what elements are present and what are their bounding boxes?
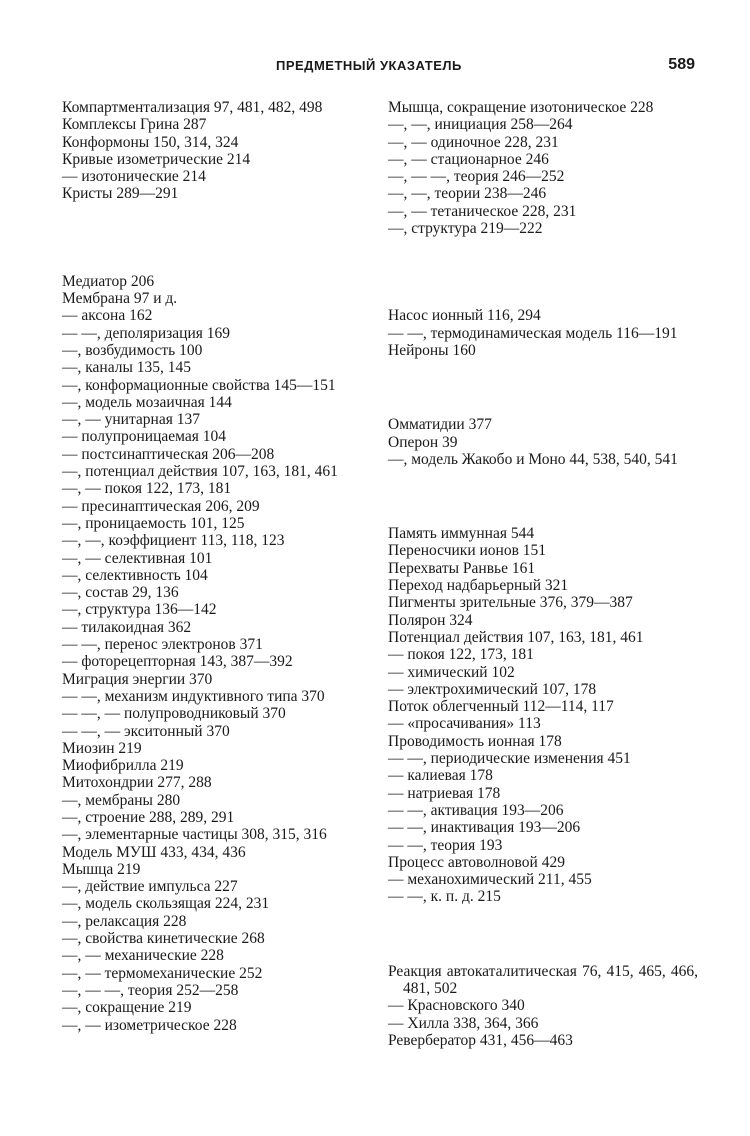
index-group-o	[388, 416, 698, 468]
index-entry: Полярон 324	[388, 611, 473, 629]
index-group-m	[62, 273, 366, 1034]
index-entry: Миозин 219	[62, 739, 142, 757]
index-entry: Потенциал действия 107, 163, 181, 461	[388, 628, 644, 646]
index-entry: —, конформационные свойства 145—151	[62, 376, 336, 394]
index-entry: Ревербератор 431, 456—463	[388, 1031, 573, 1049]
index-entry: —, строение 288, 289, 291	[62, 808, 235, 826]
index-entry: Мышца, сокращение изотоническое 228	[388, 99, 654, 116]
index-entry: —, — тетаническое 228, 231	[388, 202, 577, 220]
index-entry: —, модель скользящая 224, 231	[62, 895, 270, 913]
index-entry: Медиатор 206	[62, 272, 155, 290]
index-entry: —, модель мозаичная 144	[62, 393, 232, 411]
index-entry: — электрохимический 107, 178	[388, 680, 597, 698]
index-entry: —, свойства кинетические 268	[62, 930, 265, 948]
index-entry: Мембрана 97 и д.	[62, 290, 178, 308]
right-column	[388, 99, 698, 1049]
index-entry: —, структура 219—222	[388, 220, 543, 238]
index-entry: —, мембраны 280	[62, 791, 181, 809]
index-entry: Миграция энергии 370	[62, 670, 213, 688]
index-entry: —, — одиночное 228, 231	[388, 133, 559, 151]
index-entry: — тилакоидная 362	[62, 618, 192, 636]
index-entry: Компартментализация 97, 481, 482, 498	[62, 99, 323, 116]
index-entry: Память иммунная 544	[388, 525, 535, 543]
index-entry: —, модель Жакобо и Моно 44, 538, 540, 541	[388, 450, 678, 468]
index-entry: —, —, инициация 258—264	[388, 116, 573, 134]
index-entry: — изотонические 214	[62, 168, 206, 186]
index-entry: —, действие импульса 227	[62, 878, 238, 896]
index-entry: —, —, коэффициент 113, 118, 123	[62, 532, 285, 550]
index-entry: — —, механизм индуктивного типа 370	[62, 687, 325, 705]
index-entry: — постсинаптическая 206—208	[62, 445, 275, 463]
index-entry: —, релаксация 228	[62, 912, 187, 930]
page-number: 589	[668, 56, 695, 73]
index-group-r	[388, 963, 698, 1049]
index-entry: Мышца 219	[62, 860, 141, 878]
index-entry: — —, перенос электронов 371	[62, 636, 263, 654]
index-entry: Конформоны 150, 314, 324	[62, 133, 239, 151]
index-entry: —, — механические 228	[62, 947, 224, 965]
index-entry: — —, инактивация 193—206	[388, 819, 581, 837]
index-entry: —, — —, теория 246—252	[388, 168, 565, 186]
index-entry: Омматидии 377	[388, 416, 492, 434]
index-entry: —, состав 29, 136	[62, 584, 179, 602]
index-entry: —, — термомеханические 252	[62, 964, 263, 982]
index-entry: —, — покоя 122, 173, 181	[62, 480, 232, 498]
index-entry: Реакция автокаталитическая 76, 415, 465, 466, 481, 502	[388, 962, 698, 997]
index-entry: Миофибрилла 219	[62, 757, 184, 775]
index-entry: — Красновского 340	[388, 997, 525, 1015]
index-entry: — —, — экситонный 370	[62, 722, 230, 740]
index-group-p	[388, 525, 698, 906]
index-entry: — —, периодические изменения 451	[388, 750, 631, 768]
index-entry: — химический 102	[388, 663, 515, 681]
index-entry: Насос ионный 116, 294	[388, 307, 541, 325]
index-entry: Кривые изометрические 214	[62, 150, 251, 168]
index-entry: —, элементарные частицы 308, 315, 316	[62, 826, 327, 844]
page-header	[0, 56, 750, 80]
index-entry: — калиевая 178	[388, 767, 493, 785]
index-entry: Митохондрии 277, 288	[62, 774, 212, 792]
index-entry: — пресинаптическая 206, 209	[62, 497, 260, 515]
index-entry: —, возбудимость 100	[62, 341, 203, 359]
index-entry: — натриевая 178	[388, 784, 501, 802]
index-entry: — фоторецепторная 143, 387—392	[62, 653, 293, 671]
index-entry: — —, — полупроводниковый 370	[62, 705, 286, 723]
index-entry: Переход надбарьерный 321	[388, 577, 569, 595]
index-entry: Кристы 289—291	[62, 185, 179, 203]
index-entry: Поток облегченный 112—114, 117	[388, 698, 614, 716]
index-entry: —, сокращение 219	[62, 999, 192, 1017]
index-entry: —, —, теории 238—246	[388, 185, 547, 203]
index-entry: — —, активация 193—206	[388, 801, 564, 819]
index-entry: Проводимость ионная 178	[388, 732, 562, 750]
left-column	[62, 99, 366, 1034]
index-entry: —, потенциал действия 107, 163, 181, 461	[62, 463, 338, 481]
index-entry: — механохимический 211, 455	[388, 871, 592, 889]
index-entry: — аксона 162	[62, 307, 153, 325]
index-entry: —, — —, теория 252—258	[62, 981, 239, 999]
index-entry: Переносчики ионов 151	[388, 542, 547, 560]
index-entry: Процесс автоволновой 429	[388, 853, 565, 871]
index-entry: —, проницаемость 101, 125	[62, 514, 245, 532]
index-entry: Комплексы Грина 287	[62, 116, 207, 134]
index-entry: — —, деполяризация 169	[62, 324, 230, 342]
index-entry: — —, термодинамическая модель 116—191	[388, 324, 678, 342]
index-group-n	[388, 307, 698, 359]
index-entry: —, структура 136—142	[62, 601, 217, 619]
index-group-m-continued	[388, 99, 698, 237]
index-entry: Перехваты Ранвье 161	[388, 559, 536, 577]
index-entry: —, — изометрическое 228	[62, 1016, 237, 1034]
running-title: ПРЕДМЕТНЫЙ УКАЗАТЕЛЬ	[276, 58, 462, 73]
index-entry: —, — унитарная 137	[62, 411, 200, 429]
index-entry: —, — стационарное 246	[388, 150, 549, 168]
index-entry: — —, теория 193	[388, 836, 503, 854]
index-entry: — полупроницаемая 104	[62, 428, 226, 446]
index-entry: Пигменты зрительные 376, 379—387	[388, 594, 633, 612]
index-entry: — Хилла 338, 364, 366	[388, 1014, 539, 1032]
index-entry: — —, к. п. д. 215	[388, 888, 501, 906]
index-entry: — «просачивания» 113	[388, 715, 541, 733]
index-entry: Оперон 39	[388, 433, 458, 451]
index-entry: —, каналы 135, 145	[62, 359, 192, 377]
index-entry: Нейроны 160	[388, 341, 476, 359]
index-group-k	[62, 99, 366, 203]
index-entry: Модель МУШ 433, 434, 436	[62, 843, 246, 861]
index-entry: — покоя 122, 173, 181	[388, 646, 534, 664]
index-entry: —, — селективная 101	[62, 549, 213, 567]
index-entry: —, селективность 104	[62, 566, 208, 584]
